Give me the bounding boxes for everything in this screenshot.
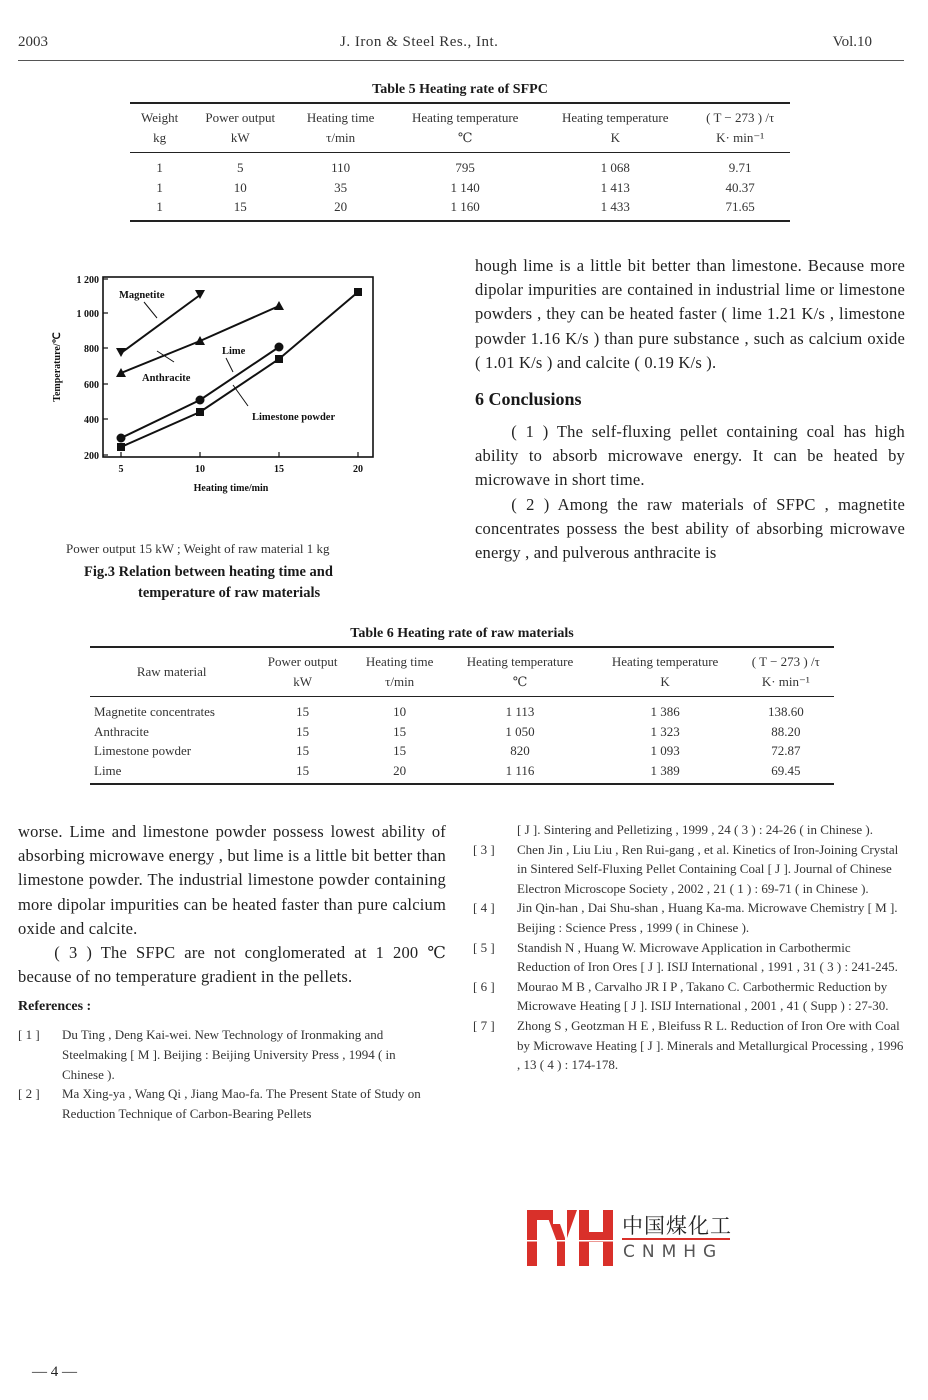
cell: Anthracite: [94, 723, 149, 739]
mh-logo-icon: [527, 1208, 613, 1268]
cell: 1 433: [540, 197, 690, 221]
right-column-top: [475, 254, 905, 565]
cnmhg-logo: [527, 1208, 737, 1270]
col-unit: kg: [130, 128, 189, 153]
col-header: Raw material: [90, 647, 253, 697]
col-unit: K: [540, 128, 690, 153]
figure3-note: Power output 15 kW ; Weight of raw material 1 kg: [66, 541, 330, 556]
cell: 1: [130, 197, 189, 221]
conclusion-2-end: worse. Lime and limestone powder possess lowest ability of absorbing microwave energy , but lime is a little bit better than limestone powder. The industrial limestone powder containing more dipolar impurities can be heated faster than pure calcium oxide and calcite.: [18, 822, 446, 938]
cell: 40.37: [725, 179, 755, 195]
col-header: Heating temperature: [448, 647, 593, 672]
triangle-up-marker: [274, 301, 284, 310]
reference-item: [473, 1016, 905, 1075]
cell: 1 113: [505, 704, 535, 719]
y-tick-label: 1 000: [76, 309, 99, 320]
col-unit: ℃: [390, 128, 540, 153]
cell: 15: [189, 197, 291, 221]
x-tick-labels: [119, 464, 364, 475]
col-header: Heating temperature: [540, 103, 690, 128]
logo-divider: [622, 1238, 730, 1240]
cell: 71.65: [690, 197, 790, 221]
series-limestone-line: [121, 292, 358, 447]
table6: [90, 646, 834, 785]
cell: 1 050: [505, 723, 535, 739]
cell: 1 323: [650, 723, 680, 739]
col-header: Heating temperature: [390, 103, 540, 128]
col-unit: τ/min: [291, 128, 390, 153]
cell: 72.87: [771, 743, 801, 758]
circle-marker: [196, 396, 205, 405]
header-year: 2003: [18, 34, 48, 50]
figure3-caption-line1: Fig.3 Relation between heating time and: [84, 564, 333, 580]
table6-header-names: [90, 647, 834, 672]
left-column-bottom: [18, 820, 446, 1123]
reference-item: [473, 977, 905, 1016]
cell: 1 389: [593, 761, 738, 785]
cell: Magnetite concentrates: [94, 704, 215, 719]
reference-text: Standish N , Huang W. Microwave Application in Carbothermic Reduction of Iron Ores [ J ]. ISIJ International , 1991 , 31 ( 3 ) : 241-245.: [517, 939, 898, 975]
table6-title: Table 6 Heating rate of raw materials: [350, 626, 574, 641]
conclusion-1: ( 1 ) The self-fluxing pellet containing coal has high ability to absorb microwave energy. It can be heated by microwave in short time.: [475, 422, 905, 490]
figure3-caption-line2: temperature of raw materials: [138, 585, 321, 601]
series-limestone-markers: [117, 288, 362, 451]
conclusion-3: ( 3 ) The SFPC are not conglomerated at 1 200 ℃ because of no temperature gradient in the pellets.: [18, 943, 446, 987]
references-heading: References :: [18, 999, 92, 1015]
col-header: Power output: [189, 103, 291, 128]
table5: [130, 102, 790, 222]
y-tick-label: 1 200: [76, 275, 99, 286]
col-header: Weight: [130, 103, 189, 128]
cell: 35: [334, 179, 348, 195]
col-unit: kW: [253, 672, 351, 697]
reference-list-right: [473, 820, 905, 1075]
logo-english-text: CNMHG: [623, 1242, 724, 1262]
cell: 110: [331, 160, 351, 175]
col-unit: τ/min: [352, 672, 448, 697]
logo-chinese-text: 中国煤化工: [622, 1214, 732, 1238]
cell: 820: [510, 743, 530, 758]
table-row: [130, 178, 790, 198]
cell: Lime: [90, 761, 253, 785]
cell: 1 160: [390, 197, 540, 221]
col-header: Heating time: [352, 647, 448, 672]
reference-text: Du Ting , Deng Kai-wei. New Technology of Ironmaking and Steelmaking [ M ]. Beijing : Beijing University Press , 1994 ( in Chinese ).: [62, 1027, 396, 1082]
conclusion-2-start: ( 2 ) Among the raw materials of SFPC , magnetite concentrates possess the best ability of absorbing microwave energy , and pulverous anthracite is: [475, 494, 905, 563]
cell: 10: [233, 179, 247, 195]
cell: 1: [156, 179, 163, 195]
reference-item: [473, 938, 905, 977]
series-lime-line: [121, 347, 279, 438]
y-tick-label: 400: [84, 415, 99, 426]
reference-number: [ 3 ]: [473, 841, 495, 857]
table5-title: Table 5 Heating rate of SFPC: [372, 82, 548, 97]
cell: 5: [236, 160, 244, 175]
cell: 20: [291, 197, 390, 221]
cell: 15: [296, 704, 310, 719]
table-row: [90, 722, 834, 742]
cell: 15: [296, 743, 310, 758]
cell: 1 413: [600, 179, 630, 195]
reference-text: Jin Qin-han , Dai Shu-shan , Huang Ka-ma. Microwave Chemistry [ M ]. Beijing : Science Press , 1999 ( in Chinese ).: [517, 900, 898, 935]
reference-item: [473, 898, 905, 937]
col-unit: K: [593, 672, 738, 697]
x-axis-label: Heating time/min: [193, 483, 269, 494]
table5-block: [130, 82, 790, 222]
reference-text: Mourao M B , Carvalho JR I P , Takano C. Carbothermic Reduction by Microwave Heating [ J ]. ISIJ International , 2001 , 41 ( Supp ) : 27-30.: [517, 978, 889, 1014]
reference-text: Chen Jin , Liu Liu , Ren Rui-gang , et al. Kinetics of Iron-Joining Crystal in Sintered Self-Fluxing Pellet Containing Coal [ J ]. Journal of Chinese Electron Microscope Society , 2002 , 21 ( 1 ) : 69-71 ( in Chinese ).: [517, 841, 899, 896]
y-tick-label: 200: [84, 451, 99, 462]
cell: 88.20: [771, 723, 801, 739]
header-journal: J. Iron & Steel Res., Int.: [340, 34, 499, 50]
table-row: [90, 741, 834, 761]
cell: 1 116: [448, 761, 593, 785]
cell: 1 093: [650, 743, 680, 758]
paragraph-lime-limestone: hough lime is a little bit better than limestone. Because more dipolar impurities are contained in industrial lime or limestone powders , they can be heated faster ( lime 1.21 K/s , limestone powder 1.16 K/s ) than pure substance , such as calcium oxide ( 1.01 K/s ) and calcite ( 0.19 K/s ).: [475, 256, 905, 372]
label-limestone-powder: Limestone powder: [252, 412, 336, 423]
circle-marker: [117, 434, 126, 443]
x-tick-label: 20: [353, 464, 363, 475]
page-number: — 4 —: [32, 1364, 77, 1380]
x-tick-label: 10: [195, 464, 205, 475]
series-magnetite-line: [121, 295, 200, 353]
section-heading-conclusions: 6 Conclusions: [475, 389, 582, 410]
table-row: [90, 761, 834, 785]
reference-item-continued: [473, 820, 905, 840]
table5-header-units: [130, 128, 790, 153]
y-tick-label: 600: [84, 380, 99, 391]
col-header: Heating temperature: [593, 647, 738, 672]
y-axis-label: Temperature/℃: [52, 332, 63, 402]
cell: 15: [393, 723, 407, 739]
circle-marker: [275, 343, 284, 352]
table-row: [130, 153, 790, 178]
col-header: ( T − 273 ) /τ: [690, 103, 790, 128]
x-tick-label: 5: [118, 464, 124, 475]
table-row: [90, 697, 834, 722]
cell: 15: [393, 743, 407, 758]
col-unit: K· min⁻¹: [738, 672, 834, 697]
table-row: [130, 197, 790, 221]
cell: 1 386: [650, 704, 680, 719]
square-marker: [275, 355, 283, 363]
cell: 138.60: [767, 704, 804, 719]
cell: 15: [253, 761, 351, 785]
x-tick-label: 15: [274, 464, 284, 475]
label-magnetite: Magnetite: [119, 290, 165, 301]
triangle-down-marker: [116, 348, 126, 357]
col-unit: K· min⁻¹: [690, 128, 790, 153]
label-lime: Lime: [222, 346, 246, 357]
cell: 1 140: [450, 179, 480, 195]
cell: 20: [352, 761, 448, 785]
square-marker: [117, 443, 125, 451]
table6-block: [90, 626, 834, 785]
y-tick-labels: [77, 275, 100, 462]
cell: 69.45: [738, 761, 834, 785]
reference-item: [18, 1025, 428, 1084]
reference-text: Zhong S , Geotzman H E , Bleifuss R L. Reduction of Iron Ore with Coal by Microwave Heating [ J ]. Minerals and Metallurgical Processing , 1996 , 13 ( 4 ) : 174-178.: [517, 1017, 904, 1073]
cell: 15: [296, 723, 310, 739]
cell: 9.71: [728, 160, 752, 175]
reference-text: [ J ]. Sintering and Pelletizing , 1999 , 24 ( 3 ) : 24-26 ( in Chinese ).: [517, 822, 874, 837]
reference-number: [ 2 ]: [18, 1086, 40, 1102]
label-anthracite: Anthracite: [142, 373, 191, 384]
plot-frame: [103, 277, 373, 457]
col-unit: kW: [189, 128, 291, 153]
cell: Limestone powder: [94, 743, 192, 758]
col-header: Heating time: [291, 103, 390, 128]
reference-list-left: [18, 1025, 428, 1123]
square-marker: [196, 408, 204, 416]
table5-header-names: [130, 103, 790, 128]
square-marker: [354, 288, 362, 296]
cell: 10: [393, 704, 407, 719]
col-header: ( T − 273 ) /τ: [738, 647, 834, 672]
header-volume: Vol.10: [832, 34, 872, 50]
cell: 795: [455, 160, 475, 175]
reference-item: [18, 1084, 428, 1123]
reference-number: [ 7 ]: [473, 1017, 495, 1033]
reference-item: [473, 840, 905, 899]
reference-number: [ 4 ]: [473, 900, 495, 916]
cell: 1: [156, 160, 163, 175]
header-rule: [18, 60, 904, 61]
figure3-chart: [40, 262, 400, 502]
cell: 1 068: [600, 160, 630, 175]
col-unit: ℃: [448, 672, 593, 697]
reference-number: [ 6 ]: [473, 978, 495, 994]
reference-text: Ma Xing-ya , Wang Qi , Jiang Mao-fa. The Present State of Study on Reduction Technique of Carbon-Bearing Pellets: [62, 1086, 421, 1121]
reference-number: [ 5 ]: [473, 939, 495, 955]
y-tick-label: 800: [84, 344, 99, 355]
col-header: Power output: [253, 647, 351, 672]
reference-number: [ 1 ]: [18, 1027, 40, 1043]
